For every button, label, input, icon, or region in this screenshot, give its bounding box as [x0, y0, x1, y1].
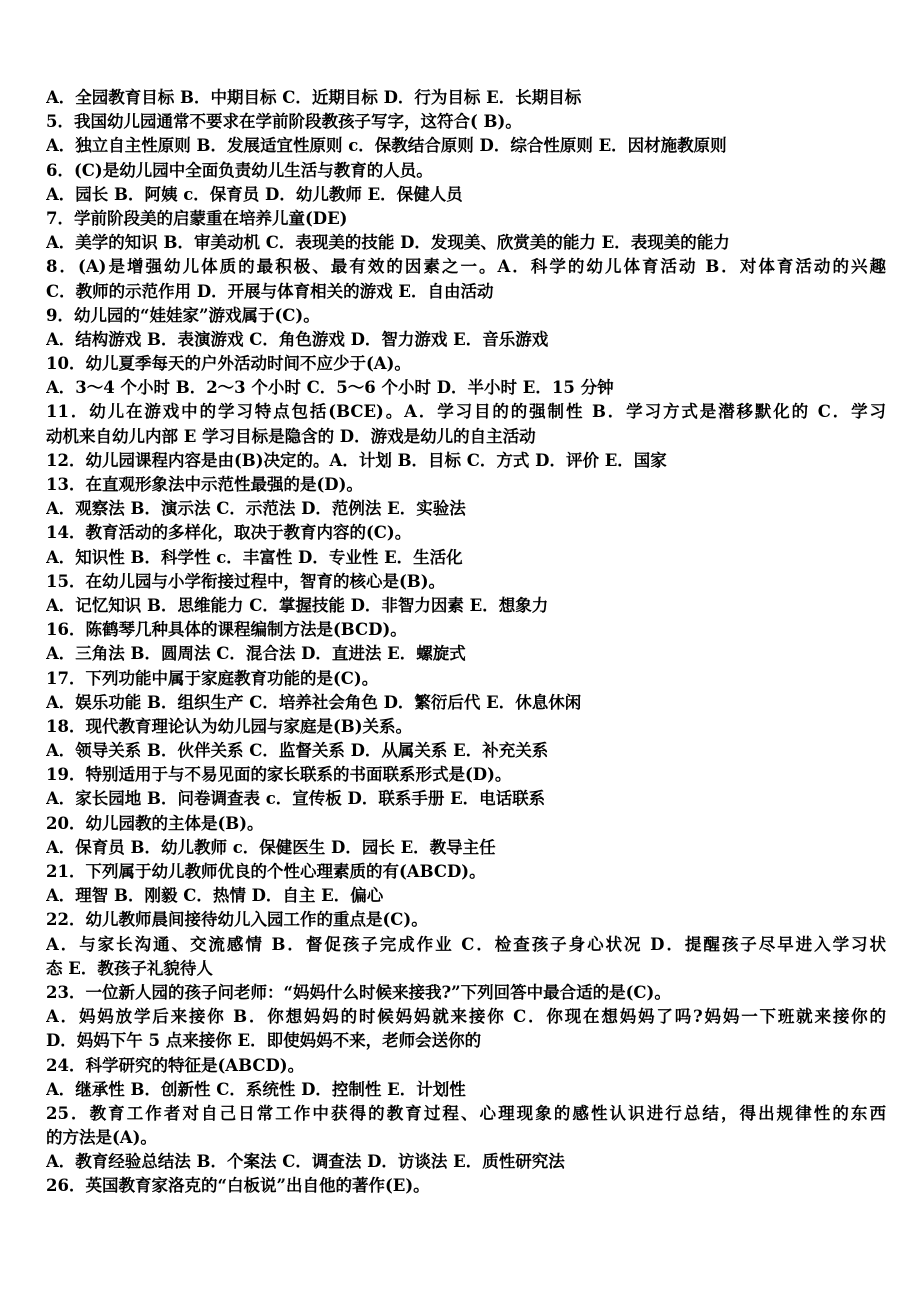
options-line: A．娱乐功能 B．组织生产 C．培养社会角色 D．繁衍后代 E．休息休闲 — [46, 692, 582, 712]
question-line: 22．幼儿教师晨间接待幼儿入园工作的重点是(C)。 — [46, 910, 428, 930]
question-line: 18．现代教育理论认为幼儿园与家庭是(B)关系。 — [46, 716, 413, 736]
options-line: A．家长园地 B．问卷调查表 c．宣传板 D．联系手册 E．电话联系 — [46, 789, 546, 809]
question-line: 8．(A)是增强幼儿体质的最积极、最有效的因素之一。A．科学的幼儿体育活动 B．对体育活动的兴趣 — [46, 257, 886, 277]
question-line: 15．在幼儿园与小学衔接过程中，智育的核心是(B)。 — [46, 571, 446, 591]
options-line: A．观察法 B．演示法 C．示范法 D．范例法 E．实验法 — [46, 499, 466, 519]
text-line: A．全园教育目标 B．中期目标 C．近期目标 D．行为目标 E．长期目标 — [46, 88, 582, 107]
question-line: 21．下列属于幼儿教师优良的个性心理素质的有(ABCD)。 — [46, 862, 486, 881]
question-line: 的方法是(A)。 — [46, 1128, 157, 1148]
options-line: 动机来自幼儿内部 E 学习目标是隐含的 D．游戏是幼儿的自主活动 — [46, 426, 536, 446]
question-line: 25．教育工作者对自己日常工作中获得的教育过程、心理现象的感性认识进行总结，得出规律性的东西 — [46, 1103, 886, 1123]
question-line: 7．学前阶段美的启蒙重在培养儿童(DE) — [46, 208, 348, 228]
question-line: 11．幼儿在游戏中的学习特点包括(BCE)。A．学习目的的强制性 B．学习方式是潜移默化的 C．学习 — [46, 402, 886, 422]
options-line: C．教师的示范作用 D．开展与体育相关的游戏 E．自由活动 — [46, 281, 494, 301]
question-line: 9．幼儿园的“娃娃家”游戏属于(C)。 — [46, 305, 320, 325]
question-line: 23．一位新人园的孩子问老师：“妈妈什么时候来接我?”下列回答中最合适的是(C)。 — [46, 982, 671, 1002]
options-line: A．独立自主性原则 B．发展适宜性原则 c．保教结合原则 D．综合性原则 E．因材施教原则 — [46, 136, 727, 156]
options-line: D．妈妈下午 5 点来接你 E．即使妈妈不来，老师会送你的 — [46, 1031, 482, 1051]
question-line: 20．幼儿园教的主体是(B)。 — [46, 813, 264, 833]
options-line: A．结构游戏 B．表演游戏 C．角色游戏 D．智力游戏 E．音乐游戏 — [46, 329, 549, 349]
options-line: A．妈妈放学后来接你 B．你想妈妈的时候妈妈就来接你 C．你现在想妈妈了吗?妈妈一下班就来接你的 — [46, 1007, 886, 1027]
question-line: 17．下列功能中属于家庭教育功能的是(C)。 — [46, 668, 379, 688]
options-line: A．教育经验总结法 B．个案法 C．调查法 D．访谈法 E．质性研究法 — [46, 1152, 565, 1172]
question-line: 19．特别适用于与不易见面的家长联系的书面联系形式是(D)。 — [46, 765, 512, 785]
question-line: 24．科学研究的特征是(ABCD)。 — [46, 1055, 305, 1075]
options-line: 态 E．教孩子礼貌待人 — [46, 958, 213, 978]
options-line: A．3～4 个小时 B．2～3 个小时 C．5～6 个小时 D．半小时 E．15 分钟 — [46, 378, 614, 398]
question-line: 14．教育活动的多样化，取决于教育内容的(C)。 — [46, 523, 412, 543]
question-line: 5．我国幼儿园通常不要求在学前阶段教孩子写字，这符合( B)。 — [46, 112, 522, 132]
question-line: 6．(C)是幼儿园中全面负责幼儿生活与教育的人员。 — [46, 160, 433, 180]
question-line: 13．在直观形象法中示范性最强的是(D)。 — [46, 475, 363, 494]
options-line: A．记忆知识 B．思维能力 C．掌握技能 D．非智力因素 E．想象力 — [46, 595, 549, 615]
options-line: A．园长 B．阿姨 c．保育员 D．幼儿教师 E．保健人员 — [46, 184, 463, 204]
options-line: A．与家长沟通、交流感情 B．督促孩子完成作业 C．检查孩子身心状况 D．提醒孩子尽早进入学习状 — [46, 934, 886, 954]
question-line: 16．陈鹤琴几种具体的课程编制方法是(BCD)。 — [46, 620, 407, 640]
options-line: A．领导关系 B．伙伴关系 C．监督关系 D．从属关系 E．补充关系 — [46, 741, 549, 761]
question-line: 10．幼儿夏季每天的户外活动时间不应少于(A)。 — [46, 354, 411, 374]
options-line: A．继承性 B．创新性 C．系统性 D．控制性 E．计划性 — [46, 1079, 466, 1099]
question-line: 12．幼儿园课程内容是由(B)决定的。A．计划 B．目标 C．方式 D．评价 E．国家 — [46, 450, 667, 470]
document-page — [46, 86, 886, 1199]
options-line: A．三角法 B．圆周法 C．混合法 D．直进法 E．螺旋式 — [46, 644, 466, 664]
options-line: A．保育员 B．幼儿教师 c．保健医生 D．园长 E．教导主任 — [46, 837, 496, 857]
options-line: A．知识性 B．科学性 c．丰富性 D．专业性 E．生活化 — [46, 547, 463, 567]
options-line: A．美学的知识 B．审美动机 C．表现美的技能 D．发现美、欣赏美的能力 E．表现美的能力 — [46, 233, 730, 253]
options-line: A．理智 B．刚毅 C．热情 D．自主 E．偏心 — [46, 886, 384, 906]
question-line: 26．英国教育家洛克的“白板说”出自他的著作(E)。 — [46, 1176, 430, 1196]
